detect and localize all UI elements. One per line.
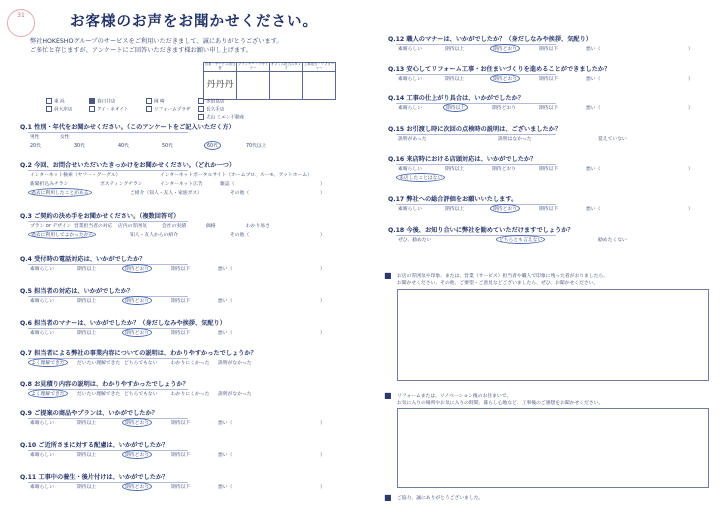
answer-row bbox=[30, 390, 330, 397]
answer-option[interactable]: 素晴らしい bbox=[398, 167, 422, 172]
answer-option[interactable]: 期待以下 bbox=[539, 167, 559, 172]
answer-option[interactable]: 期待どおり bbox=[122, 482, 152, 491]
answer-option[interactable]: 素晴らしい bbox=[30, 299, 54, 304]
answer-row bbox=[398, 174, 698, 181]
comment2-textarea[interactable] bbox=[397, 408, 709, 488]
answer-option[interactable]: 70代以上 bbox=[246, 144, 267, 149]
answer-option[interactable]: 期待どおり bbox=[122, 296, 152, 305]
staff-header: 営業・サービス担当者 bbox=[204, 62, 236, 70]
checkbox[interactable] bbox=[198, 98, 204, 104]
answer-row bbox=[30, 297, 330, 304]
answer-option[interactable]: どちらでもない bbox=[124, 392, 158, 397]
answer-option[interactable]: その他（ bbox=[230, 233, 250, 238]
answer-option[interactable]: 過去に利用したことがある bbox=[28, 188, 92, 197]
answer-option[interactable]: よく理解できた bbox=[28, 389, 68, 398]
checkbox[interactable] bbox=[89, 106, 95, 112]
answer-row bbox=[30, 265, 330, 272]
answer-option[interactable]: 男性 bbox=[30, 135, 40, 140]
question-text: Q.1 性別・年代をお聞かせください。（このアンケートをご記入いただく方） bbox=[20, 124, 235, 131]
answer-option[interactable]: ご紹介（知人・友人・家族ガス） bbox=[130, 191, 202, 196]
comment1-prompt-2: お聞かせください。その他、ご要望・ご意見などございましたら、ぜひ、お聞かせください。 bbox=[397, 281, 599, 286]
question-text: Q.6 担当者のマナーは、いかがでしたか？（身だしなみや挨拶、気配り） bbox=[20, 320, 226, 327]
answer-option[interactable]: 悪い（ bbox=[586, 167, 601, 172]
answer-row bbox=[398, 165, 698, 172]
answer-option[interactable]: 女性 bbox=[60, 135, 70, 140]
answer-row bbox=[30, 419, 330, 426]
answer-option[interactable]: 期待以上 bbox=[445, 207, 465, 212]
answer-option[interactable]: 価格 bbox=[206, 224, 216, 229]
answer-option[interactable]: インターネット検索（ヤフー・グーグル） bbox=[30, 173, 121, 178]
staff-signature-table bbox=[203, 62, 336, 100]
close-paren: ） bbox=[320, 191, 325, 196]
answer-row bbox=[398, 45, 698, 52]
answer-option[interactable]: 期待以上 bbox=[445, 77, 465, 82]
question-text: Q.13 安心してリフォーム工事・お住まいづくりを進めることができましたか？ bbox=[388, 66, 611, 73]
answer-row bbox=[30, 222, 330, 229]
answer-option[interactable]: 営業担当者の対応 bbox=[74, 224, 113, 229]
checkbox[interactable] bbox=[89, 98, 95, 104]
answer-option[interactable]: 期待どおり bbox=[490, 74, 520, 83]
close-paren: ） bbox=[320, 485, 325, 490]
answer-option[interactable]: 過去に利用してよかったから bbox=[28, 230, 96, 239]
close-paren: ） bbox=[320, 421, 325, 426]
close-paren: ） bbox=[688, 207, 693, 212]
page-title: お客様のお声をお聞かせください。 bbox=[70, 14, 318, 30]
question-text: Q.15 お引渡し時に次回の点検時の説明は、ございましたか？ bbox=[388, 126, 562, 133]
answer-row bbox=[398, 205, 698, 212]
answer-option[interactable]: ぜひ、勧めたい bbox=[398, 238, 432, 243]
answer-option[interactable]: 素晴らしい bbox=[30, 331, 54, 336]
answer-option[interactable]: 期待どおり bbox=[490, 204, 520, 213]
answer-option[interactable]: 期待以下 bbox=[539, 207, 559, 212]
checkbox[interactable] bbox=[146, 106, 152, 112]
intro-line-2: ご多忙と存じますが、アンケートにご回答いただきます様お願い申し上げます。 bbox=[30, 47, 252, 54]
comment2-prompt-2: お気に入りの場所やお気に入りの時間、暮らし心地など、工事後のご感想をお聞かせください。 bbox=[397, 401, 604, 406]
answer-option[interactable]: 期待以下 bbox=[171, 331, 191, 336]
answer-option[interactable]: 期待以下 bbox=[171, 267, 191, 272]
receipt-stamp: 31 bbox=[7, 9, 35, 37]
answer-option[interactable]: 期待以上 bbox=[445, 167, 465, 172]
answer-option[interactable]: 20代 bbox=[30, 144, 41, 149]
answer-option[interactable]: 悪い（ bbox=[218, 299, 233, 304]
question-text: Q.4 受付時の電話対応は、いかがでしたか？ bbox=[20, 256, 146, 263]
checkbox[interactable] bbox=[46, 106, 52, 112]
answer-option[interactable]: 説明がなかった bbox=[218, 361, 252, 366]
answer-option[interactable]: 悪い（ bbox=[586, 47, 601, 52]
answer-option[interactable]: だいたい理解できた bbox=[77, 392, 121, 397]
answer-option[interactable]: 50代 bbox=[162, 144, 173, 149]
answer-option[interactable]: 店内の雰囲気 bbox=[118, 224, 147, 229]
answer-option[interactable]: 期待どおり bbox=[122, 418, 152, 427]
answer-option[interactable]: 期待どおり bbox=[122, 328, 152, 337]
answer-option[interactable]: 説明がなかった bbox=[218, 392, 252, 397]
answer-option[interactable]: わかりにくかった bbox=[171, 361, 210, 366]
question-text: Q.8 お見積り内容の説明は、わかりやすかったでしょうか？ bbox=[20, 381, 189, 388]
answer-option[interactable]: 素晴らしい bbox=[398, 77, 422, 82]
answer-row bbox=[30, 329, 330, 336]
answer-option[interactable]: 来店したことはない bbox=[396, 173, 445, 182]
answer-row bbox=[30, 189, 330, 196]
answer-option[interactable]: 期待以上 bbox=[443, 103, 468, 112]
answer-option[interactable]: 期待以下 bbox=[171, 421, 191, 426]
answer-option[interactable]: 悪い（ bbox=[586, 106, 601, 111]
close-paren: ） bbox=[688, 77, 693, 82]
answer-option[interactable]: 素晴らしい bbox=[398, 47, 422, 52]
answer-option[interactable]: 40代 bbox=[118, 144, 129, 149]
question-text: Q.12 職人のマナーは、いかがでしたか？（身だしなみや挨拶、気配り） bbox=[388, 36, 592, 43]
answer-option[interactable]: プラン or デザイン bbox=[30, 224, 72, 229]
question-text: Q.18 今後、お知り合いに弊社を勧めていただけますでしょうか？ bbox=[388, 227, 574, 234]
answer-option[interactable]: 期待どおり bbox=[490, 44, 520, 53]
answer-option[interactable]: 素晴らしい bbox=[30, 267, 54, 272]
answer-option[interactable]: 期待以上 bbox=[77, 267, 97, 272]
question-text: Q.17 弊社への総合評価をお願いいたします。 bbox=[388, 196, 518, 203]
answer-option[interactable]: 悪い（ bbox=[586, 207, 601, 212]
question-text: Q.14 工事の仕上がり具合は、いかがでしたか？ bbox=[388, 95, 524, 102]
answer-option[interactable]: 期待以下 bbox=[171, 485, 191, 490]
answer-option[interactable]: 勧めたくない bbox=[598, 238, 627, 243]
answer-option[interactable]: だいたい理解できた bbox=[77, 361, 121, 366]
answer-option[interactable]: 素晴らしい bbox=[398, 207, 422, 212]
answer-option[interactable]: どちらとも言えない bbox=[496, 235, 545, 244]
bullet-icon: ■ bbox=[384, 493, 392, 502]
footer-thanks: ご協力、誠にありがとうございました。 bbox=[397, 496, 484, 501]
staff-header: オフィス担当スタッフ bbox=[270, 62, 302, 70]
answer-option[interactable]: 期待以上 bbox=[77, 299, 97, 304]
question-text: Q.16 来店時における店頭対応は、いかがでしたか？ bbox=[388, 156, 537, 163]
answer-option[interactable]: 期待どおり bbox=[122, 264, 152, 273]
answer-row bbox=[30, 142, 330, 149]
answer-row bbox=[398, 104, 698, 111]
answer-row bbox=[30, 180, 330, 187]
staff-header: プランナー・デザイナー bbox=[237, 62, 269, 70]
answer-option[interactable]: 悪い（ bbox=[218, 421, 233, 426]
question-text: Q.10 ご近所さまに対する配慮は、いかがでしたか？ bbox=[20, 442, 169, 449]
answer-option[interactable]: どちらでもない bbox=[124, 361, 158, 366]
close-paren: ） bbox=[688, 106, 693, 111]
checkbox[interactable] bbox=[198, 106, 204, 112]
staff-header: 工事担当・リフォーマー bbox=[303, 62, 335, 70]
answer-option[interactable]: 期待以下 bbox=[171, 299, 191, 304]
close-paren: ） bbox=[688, 47, 693, 52]
answer-option[interactable]: 知人・友人からの紹介 bbox=[130, 233, 178, 238]
answer-row bbox=[30, 359, 330, 366]
answer-option[interactable]: ポスティングチラシ bbox=[100, 182, 143, 187]
question-text: Q.2 今回、お問合せいただいたきっかけをお聞かせください。（どれか一つ） bbox=[20, 162, 236, 169]
answer-option[interactable]: 30代 bbox=[74, 144, 85, 149]
answer-option[interactable]: 素晴らしい bbox=[30, 453, 54, 458]
answer-row bbox=[398, 236, 698, 243]
staff-cell bbox=[303, 72, 336, 100]
checkbox[interactable] bbox=[198, 114, 204, 120]
bullet-icon: ■ bbox=[384, 391, 392, 400]
question-text: Q.3 ご契約の決め手をお聞かせください。（複数回答可） bbox=[20, 213, 180, 220]
close-paren: ） bbox=[320, 267, 325, 272]
answer-option[interactable]: 悪い（ bbox=[218, 453, 233, 458]
answer-option[interactable]: 悪い（ bbox=[218, 267, 233, 272]
answer-option[interactable]: 素晴らしい bbox=[30, 421, 54, 426]
answer-option[interactable]: 素晴らしい bbox=[398, 106, 422, 111]
answer-option[interactable]: 期待以上 bbox=[77, 421, 97, 426]
close-paren: ） bbox=[320, 453, 325, 458]
answer-row bbox=[398, 75, 698, 82]
answer-option[interactable]: 期待以下 bbox=[539, 77, 559, 82]
answer-option[interactable]: 新聞折込みチラシ bbox=[30, 182, 69, 187]
answer-row bbox=[30, 451, 330, 458]
close-paren: ） bbox=[320, 299, 325, 304]
answer-option[interactable]: 期待以上 bbox=[77, 331, 97, 336]
answer-option[interactable]: 期待以下 bbox=[539, 106, 559, 111]
answer-option[interactable]: わかりにくかった bbox=[171, 392, 210, 397]
answer-option[interactable]: 素晴らしい bbox=[30, 485, 54, 490]
bullet-icon: ■ bbox=[384, 271, 392, 280]
answer-option[interactable]: 雑誌（ bbox=[220, 182, 235, 187]
checkbox[interactable] bbox=[46, 98, 52, 104]
answer-option[interactable]: 会社の実績 bbox=[162, 224, 186, 229]
comment1-textarea[interactable] bbox=[397, 289, 709, 381]
answer-option[interactable]: その他（ bbox=[230, 191, 250, 196]
answer-option[interactable]: 期待どおり bbox=[492, 106, 516, 111]
answer-option[interactable]: 悪い（ bbox=[218, 485, 233, 490]
answer-option[interactable]: 期待どおり bbox=[122, 450, 152, 459]
answer-option[interactable]: わかり易さ bbox=[246, 224, 270, 229]
answer-option[interactable]: 60代 bbox=[204, 141, 221, 150]
answer-row bbox=[30, 133, 330, 140]
answer-option[interactable]: インターネット広告 bbox=[160, 182, 203, 187]
intro-line-1: 弊社HOKESHOグループのサービスをご利用いただきまして、誠にありがとうございます。 bbox=[30, 38, 283, 45]
answer-option[interactable]: 説明があった bbox=[398, 137, 427, 142]
close-paren: ） bbox=[688, 167, 693, 172]
answer-option[interactable]: インターネットポータルサイト（ホームプロ、スーモ、アットホーム） bbox=[160, 173, 312, 178]
question-text: Q.11 工事中の養生・後片付けは、いかがでしたか？ bbox=[20, 474, 169, 481]
close-paren: ） bbox=[320, 331, 325, 336]
question-text: Q.5 担当者の対応は、いかがでしたか？ bbox=[20, 288, 134, 295]
answer-row bbox=[30, 171, 330, 178]
answer-option[interactable]: 悪い（ bbox=[218, 331, 233, 336]
answer-row bbox=[30, 483, 330, 490]
answer-option[interactable]: 説明はなかった bbox=[498, 137, 532, 142]
answer-option[interactable]: 期待どおり bbox=[492, 167, 516, 172]
answer-option[interactable]: 期待以上 bbox=[445, 47, 465, 52]
answer-row bbox=[398, 135, 698, 142]
answer-option[interactable]: 期待以上 bbox=[77, 485, 97, 490]
answer-option[interactable]: 期待以上 bbox=[77, 453, 97, 458]
question-text: Q.7 担当者による弊社の事業内容についての説明は、わかりやすかったでしょうか？ bbox=[20, 350, 257, 357]
close-paren: ） bbox=[320, 233, 325, 238]
staff-cell bbox=[270, 72, 303, 100]
comment1-prompt-1: お店の雰囲気や印象、または、営業（サービス）担当者や職人で印象に残った者がおりましたら、 bbox=[397, 274, 609, 279]
answer-option[interactable]: 期待以下 bbox=[171, 453, 191, 458]
staff-signature: 丹丹丹 bbox=[204, 72, 237, 100]
checkbox[interactable] bbox=[146, 98, 152, 104]
comment2-prompt-1: リフォームまたは、リノベーション後のお住まいで、 bbox=[397, 394, 512, 399]
answer-option[interactable]: よく理解できた bbox=[28, 358, 68, 367]
answer-row bbox=[30, 231, 330, 238]
close-paren: ） bbox=[320, 182, 325, 187]
answer-option[interactable]: 覚えていない bbox=[598, 137, 627, 142]
staff-cell bbox=[237, 72, 270, 100]
answer-option[interactable]: 悪い（ bbox=[586, 77, 601, 82]
question-text: Q.9 ご提案の商品やプランは、いかがでしたか？ bbox=[20, 410, 158, 417]
answer-option[interactable]: 期待以下 bbox=[539, 47, 559, 52]
